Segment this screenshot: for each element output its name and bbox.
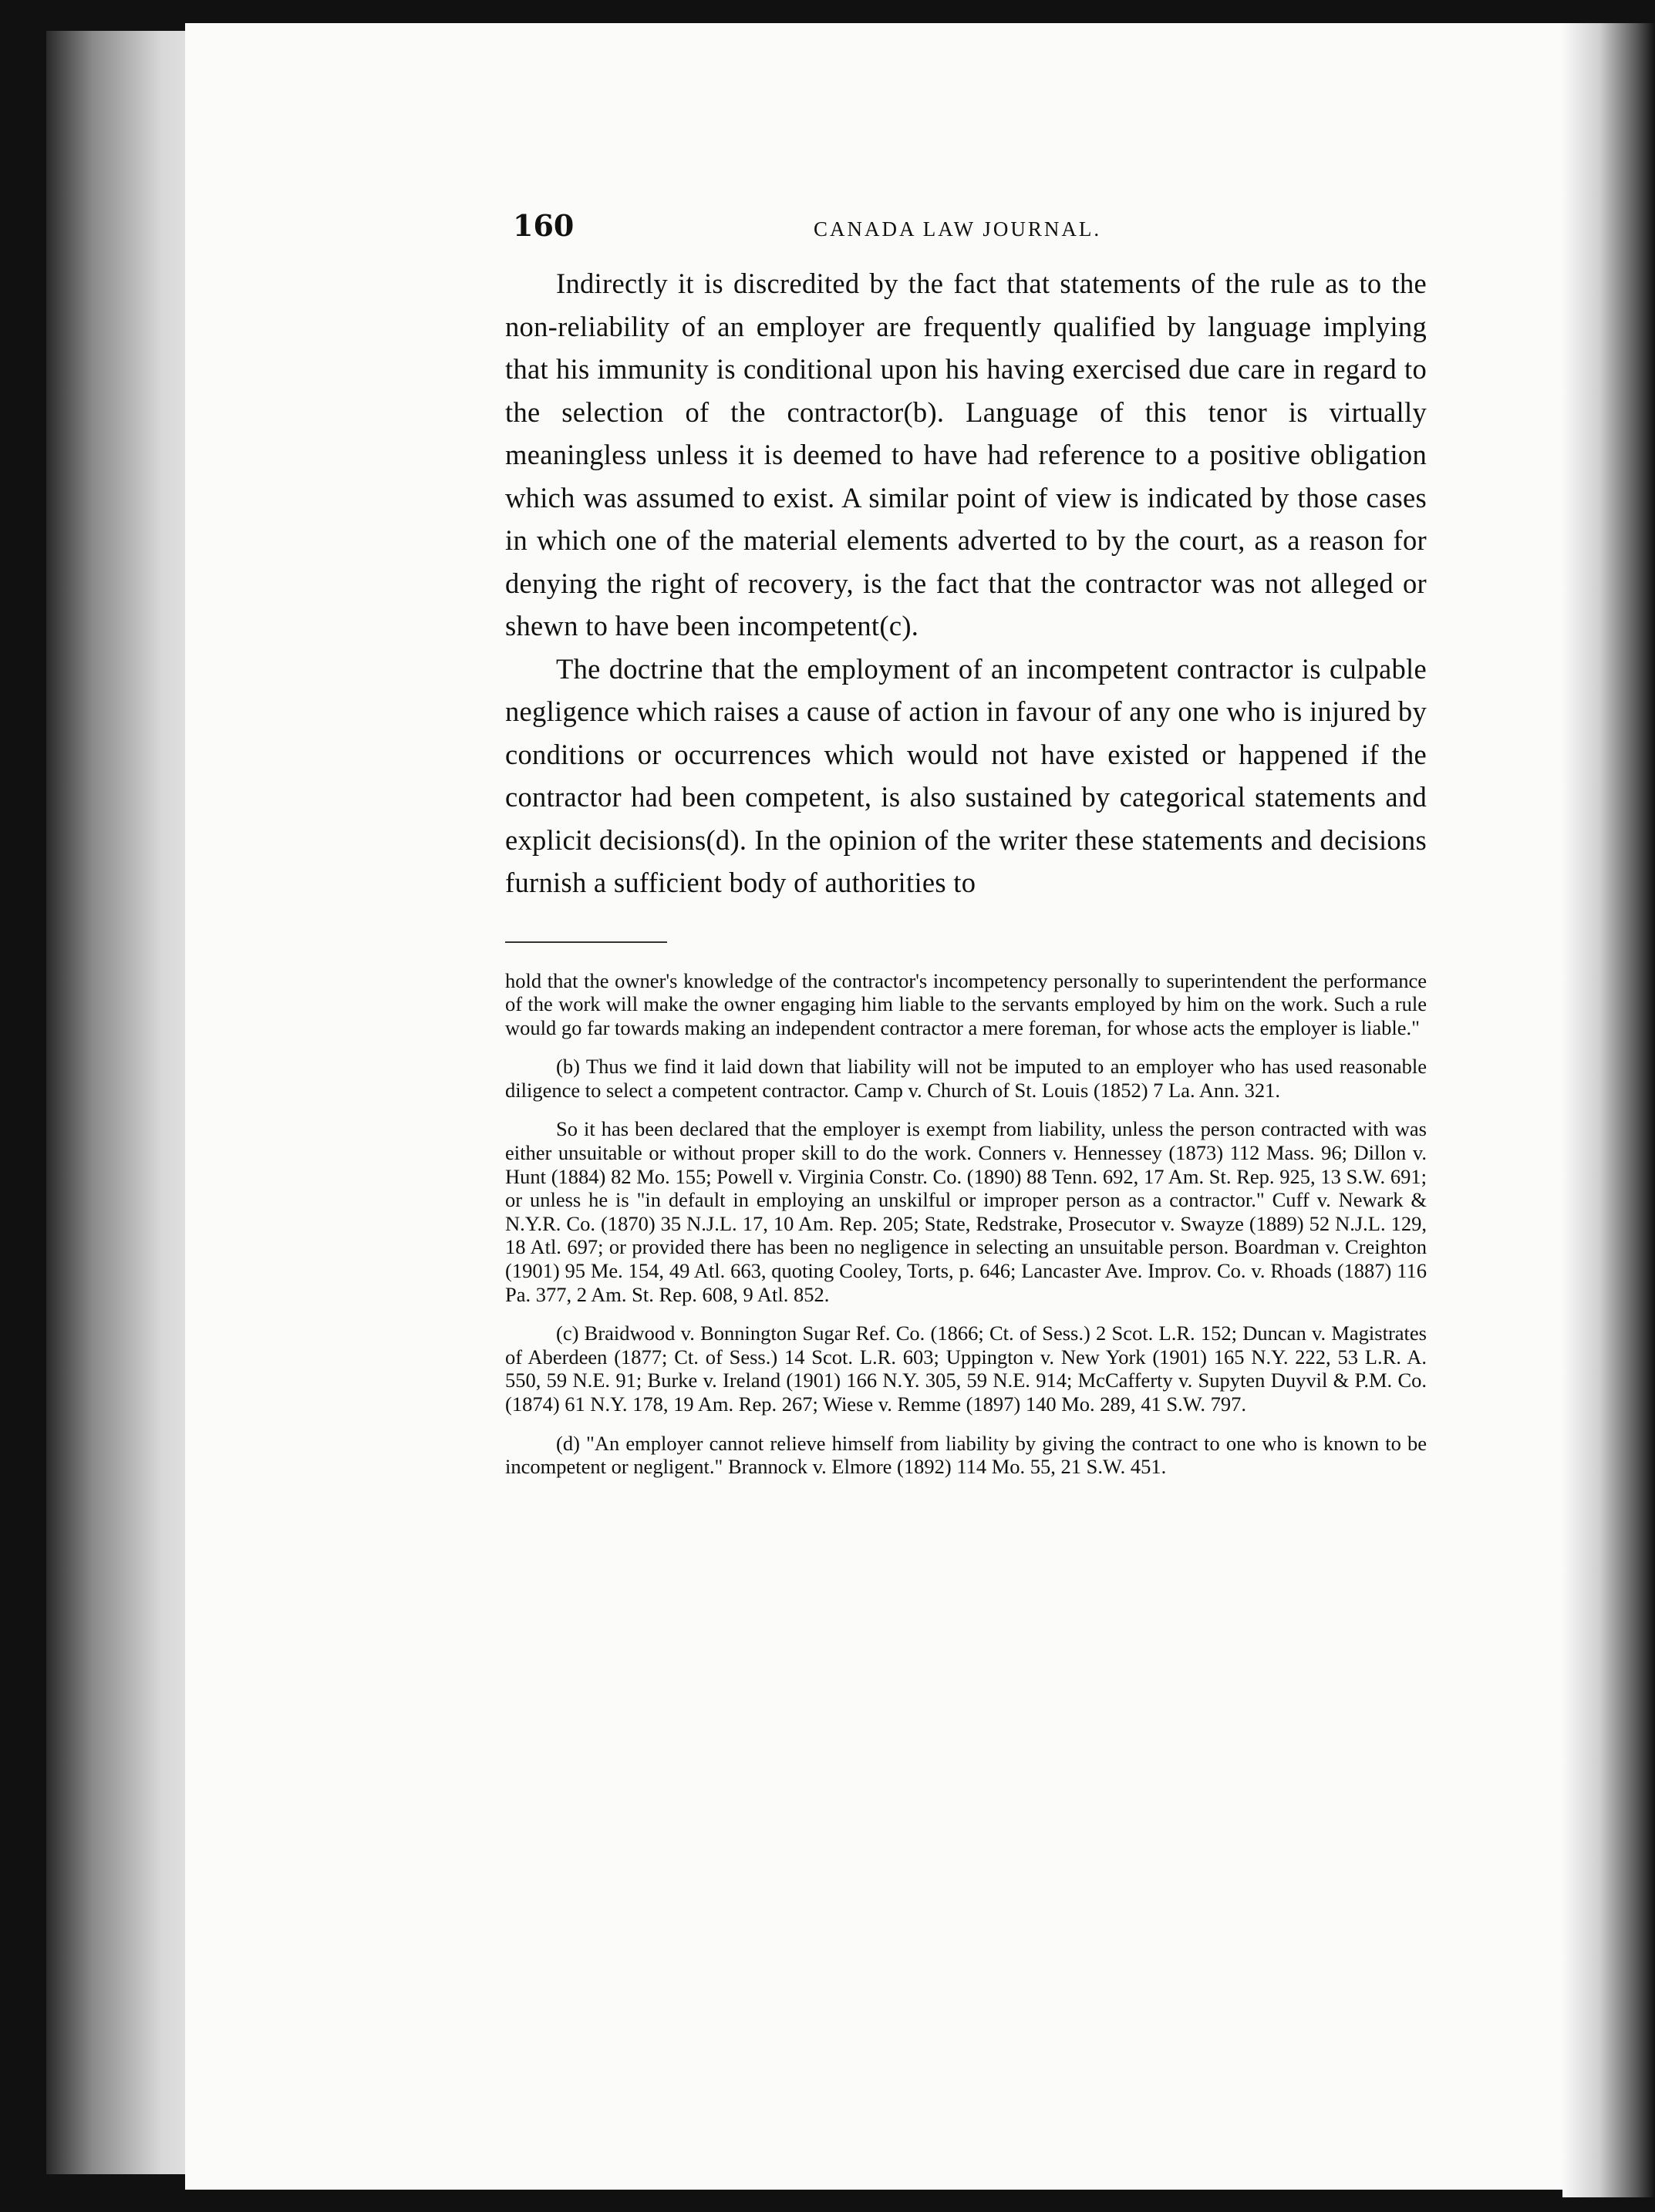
running-head: CANADA LAW JOURNAL. xyxy=(814,217,1102,241)
body-paragraph-1: Indirectly it is discredited by the fact that statements of the rule as to the non-reliability of an employer are frequently qualified by language implying that his immunity is conditional upon his having exercised due care in regard to the selection of the contractor(b). Language of this tenor is virtually meaningless unless it is deemed to have had reference to a positive obligation which was assumed to exist. A similar point of view is indicated by those cases in which one of the material elements adverted to by the court, as a reason for denying the right of recovery, is the fact that the contractor was not alleged or shewn to have been incompetent(c). xyxy=(505,268,1427,641)
page-content xyxy=(505,208,1427,1494)
footnote-b-continued: So it has been declared that the employer is exempt from liability, unless the person contracted with was either unsuitable or without proper skill to do the work. Conners v. Hennessey (1873) 112 Mass. 96; Dillon v. Hunt (1884) 82 Mo. 155; Powell v. Virginia Constr. Co. (1890) 88 Tenn. 692, 17 Am. St. Rep. 925, 13 S.W. 691; or unless he is "in default in employing an unskilful or improper person as a contractor." Cuff v. Newark & N.Y.R. Co. (1870) 35 N.J.L. 17, 10 Am. Rep. 205; State, Redstrake, Prosecutor v. Swayze (1889) 52 N.J.L. 129, 18 Atl. 697; or provided there has been no negligence in selecting an unsuitable person. Boardman v. Creighton (1901) 95 Me. 154, 49 Atl. 663, quoting Cooley, Torts, p. 646; Lancaster Ave. Improv. Co. v. Rhoads (1887) 116 Pa. 377, 2 Am. St. Rep. 608, 9 Atl. 852. xyxy=(505,1117,1427,1306)
footnote-d: (d) "An employer cannot relieve himself from liability by giving the contract to one who is known to be incompetent or negligent." Brannock v. Elmore (1892) 114 Mo. 55, 21 S.W. 451. xyxy=(505,1431,1427,1479)
page-number: 160 xyxy=(513,208,575,243)
footnote-continuation: hold that the owner's knowledge of the contractor's incompetency personally to superintendent the performance of the work will make the owner engaging him liable to the servants employed by him on the work. Such a rule would go far towards making an independent contractor a mere foreman, for whose acts the employer is liable." xyxy=(505,968,1427,1039)
footnote-b: (b) Thus we find it laid down that liability will not be imputed to an employer who has used reasonable diligence to select a competent contractor. Camp v. Church of St. Louis (1852) 7 La. Ann. 321. xyxy=(505,1055,1427,1102)
footnote-separator xyxy=(505,941,667,943)
binding-shadow-right xyxy=(1562,23,1655,2197)
footnote-c: (c) Braidwood v. Bonnington Sugar Ref. Co. (1866; Ct. of Sess.) 2 Scot. L.R. 152; Duncan v. Magistrates of Aberdeen (1877; Ct. of Sess.) 14 Scot. L.R. 603; Uppington v. New York (1901) 165 N.Y. 222, 53 L.R. A. 550, 59 N.E. 91; Burke v. Ireland (1901) 166 N.Y. 305, 59 N.E. 914; McCafferty v. Supyten Duyvil & P.M. Co. (1874) 61 N.Y. 178, 19 Am. Rep. 267; Wiese v. Remme (1897) 140 Mo. 289, 41 S.W. 797. xyxy=(505,1321,1427,1416)
body-paragraph-2: The doctrine that the employment of an incompetent contractor is culpable negligence which raises a cause of action in favour of any one who is injured by conditions or occurrences which would not have existed or happened if the contractor had been competent, is also sustained by categorical statements and explicit decisions(d). In the opinion of the writer these statements and decisions furnish a sufficient body of authorities to xyxy=(505,652,1427,898)
page-header xyxy=(505,208,1427,262)
